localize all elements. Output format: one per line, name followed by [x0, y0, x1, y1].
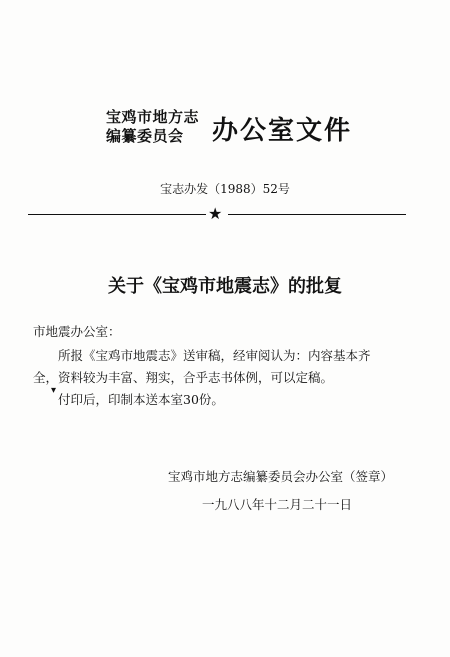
issuer-line-2: 编纂委员会	[106, 127, 184, 145]
star-icon: ★	[208, 204, 223, 223]
recipient-line: 市地震办公室：	[33, 324, 121, 339]
issuer-line-1: 宝鸡市地方志	[106, 108, 200, 126]
body-line-2: 全，资料较为丰富、翔实，合乎志书体例，可以定稿。	[33, 370, 334, 385]
divider-line-left	[28, 214, 206, 215]
signature-line: 宝鸡市地方志编纂委员会办公室（签章）	[168, 469, 394, 484]
document-type-heading: 办公室文件	[212, 116, 353, 146]
divider-line-right	[228, 214, 406, 215]
document-title: 关于《宝鸡市地震志》的批复	[108, 276, 342, 297]
header-divider	[28, 204, 406, 223]
body-text	[33, 345, 418, 411]
issuer-block	[106, 108, 199, 146]
document-number: 宝志办发（1988）52号	[160, 182, 290, 196]
document-date: 一九八八年十二月二十一日	[202, 497, 353, 512]
ink-mark: ▾	[51, 385, 57, 396]
body-line-3: 付印后，印制本送本室30份。	[58, 392, 224, 407]
body-line-1: 所报《宝鸡市地震志》送审稿，经审阅认为：内容基本齐	[58, 348, 371, 363]
